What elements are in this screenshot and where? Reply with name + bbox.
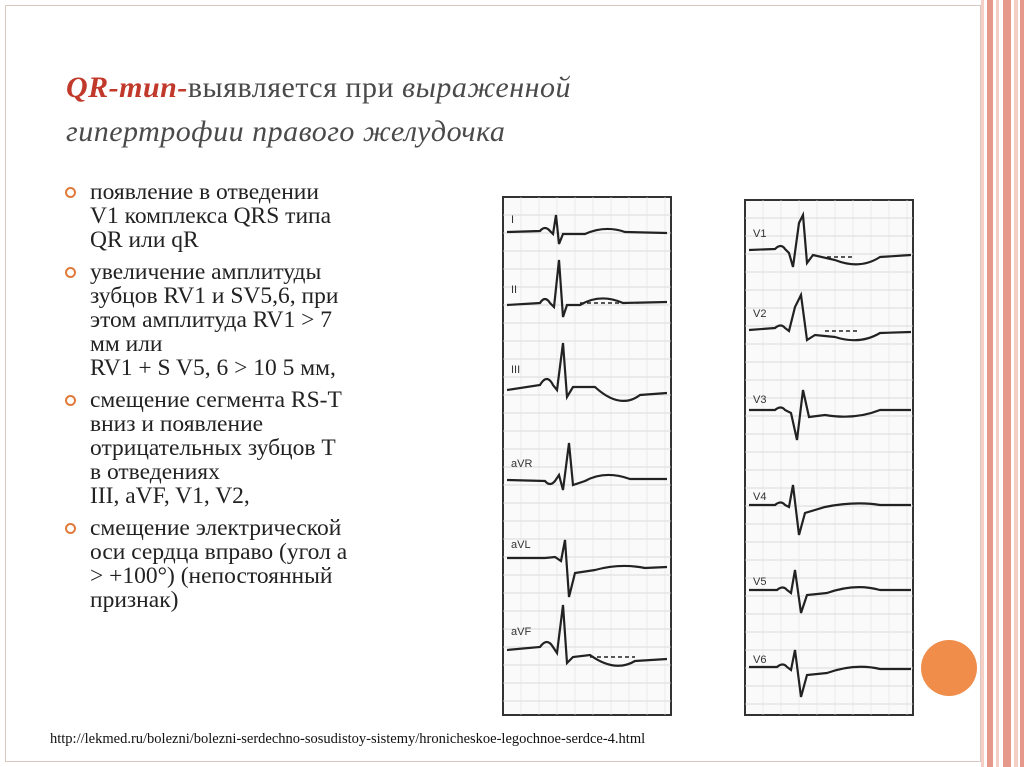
- bullet-item: [62, 388, 452, 508]
- ecg-lead-label: I: [511, 214, 515, 226]
- bullet-item: [62, 516, 452, 612]
- bullet-item: [62, 180, 452, 252]
- ecg-panel-right: [745, 200, 913, 715]
- title-line-2: гипертрофии правого желудочка: [66, 115, 506, 148]
- ecg-lead-label: II: [511, 284, 518, 296]
- ecg-lead-label: V4: [753, 491, 767, 503]
- ecg-image: [455, 185, 925, 720]
- ecg-lead-label: III: [511, 364, 521, 376]
- bullet-text: появление в отведении V1 комплекса QRS типа QR или qR: [90, 179, 332, 253]
- title-part-accent: QR-тип-: [66, 71, 188, 104]
- source-url: http://lekmed.ru/bolezni/bolezni-serdechno-sosudistoy-sistemy/hronicheskoe-legochnoe-serdce-4.html: [50, 731, 646, 747]
- bullet-ring-icon: [65, 267, 76, 278]
- bullet-text: увеличение амплитуды зубцов RV1 и SV5,6, при этом амплитуда RV1 > 7 мм или RV1 + S V5, 6 > 10 5 мм,: [90, 259, 339, 381]
- ecg-lead-label: V5: [753, 576, 767, 588]
- bullet-ring-icon: [65, 523, 76, 534]
- ecg-figure: [455, 185, 925, 720]
- ecg-lead-label: V3: [753, 394, 767, 406]
- ecg-lead-label: aVR: [511, 458, 533, 470]
- bullet-ring-icon: [65, 395, 76, 406]
- ecg-lead-label: V2: [753, 308, 767, 320]
- ecg-lead-label: V1: [753, 228, 767, 240]
- decorative-circle: [921, 640, 977, 696]
- title-part-plain: выявляется при: [187, 71, 403, 104]
- bullet-list: [62, 180, 452, 620]
- ecg-lead-label: aVF: [511, 626, 532, 638]
- decorative-stripes: [981, 0, 1024, 767]
- title-part-italic: выраженной: [402, 71, 571, 104]
- bullet-ring-icon: [65, 187, 76, 198]
- ecg-lead-label: V6: [753, 654, 767, 666]
- bullet-item: [62, 260, 452, 380]
- bullet-text: смещение сегмента RS-T вниз и появление отрицательных зубцов Т в отведениях III, aVF, V1, V2,: [90, 387, 342, 509]
- bullet-text: смещение электрической оси сердца вправо (угол а > +100°) (непостоянный признак): [90, 515, 348, 613]
- slide-title: [66, 66, 866, 154]
- ecg-lead-label: aVL: [511, 539, 531, 551]
